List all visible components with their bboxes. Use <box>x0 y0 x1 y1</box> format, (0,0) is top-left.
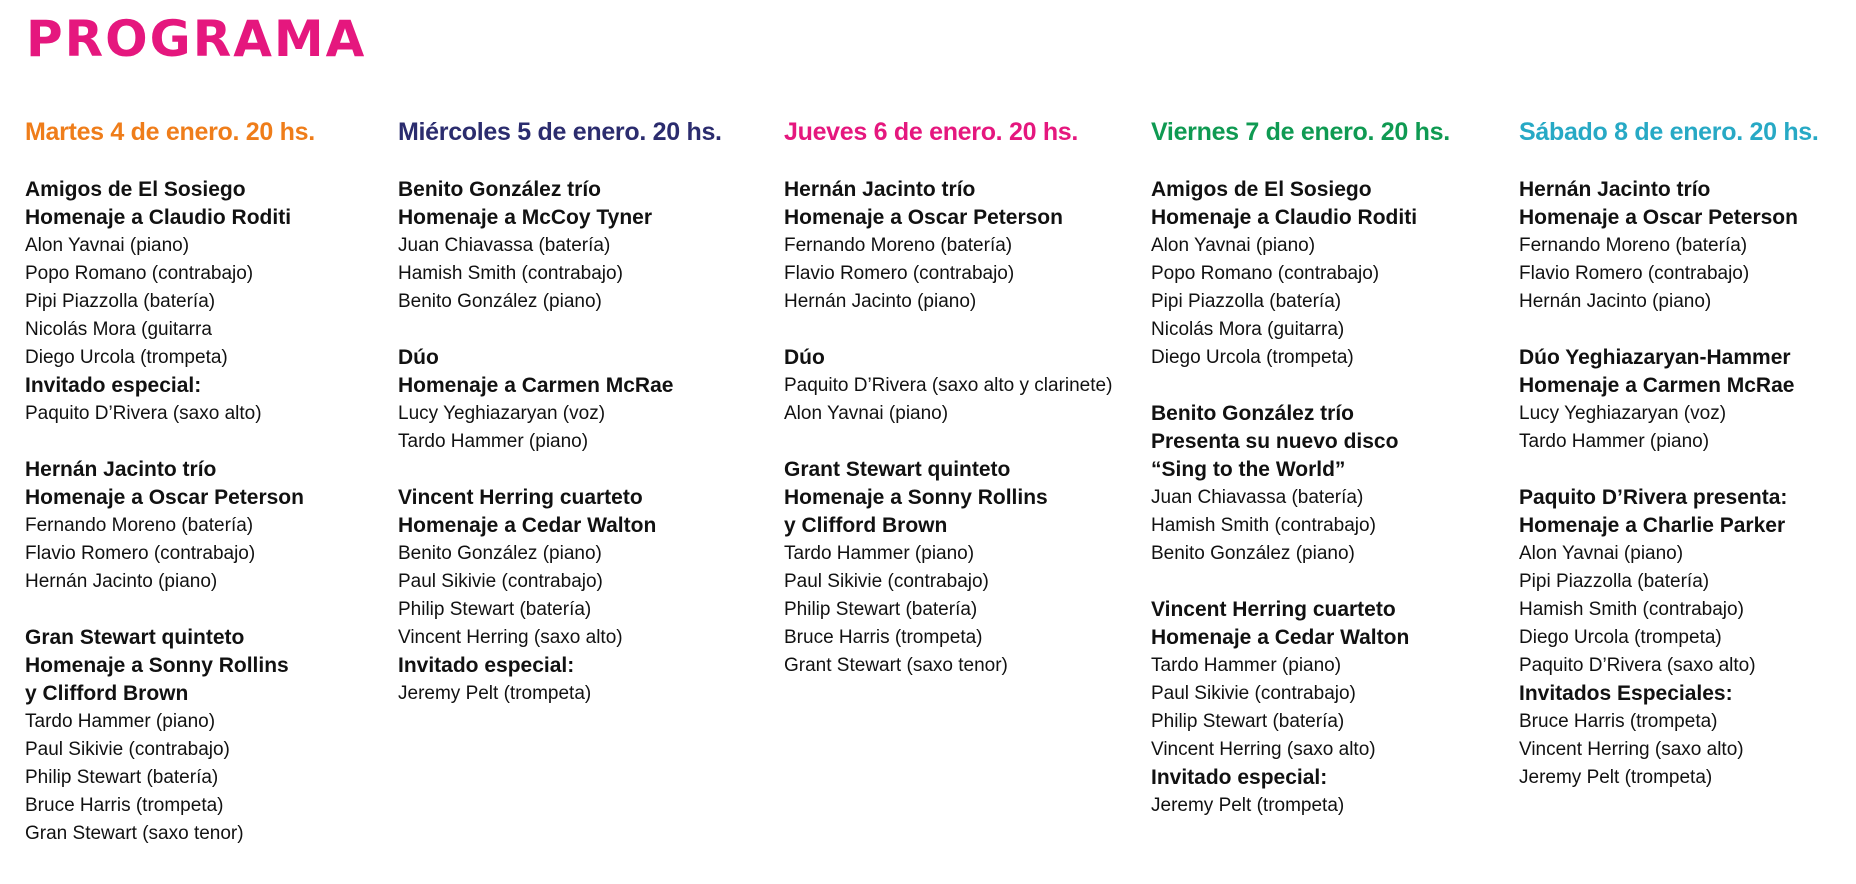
concert-title-line: Homenaje a Claudio Roditi <box>25 206 292 229</box>
performer-line: Paul Sikivie (contrabajo) <box>398 571 603 592</box>
performer-line: Pipi Piazzolla (batería) <box>25 291 216 312</box>
day-column-tuesday <box>25 118 315 876</box>
performer-line: Vincent Herring (saxo alto) <box>1519 739 1744 760</box>
concert-title-line: Presenta su nuevo disco <box>1151 430 1399 453</box>
concert-title-line: Homenaje a Sonny Rollins <box>784 486 1048 509</box>
day-heading: Miércoles 5 de enero. 20 hs. <box>398 118 722 146</box>
performer-line: Hamish Smith (contrabajo) <box>398 263 623 284</box>
concert-title-line: Benito González trío <box>1151 402 1355 425</box>
performer-line: Jeremy Pelt (trompeta) <box>1151 795 1345 816</box>
concert-title-line: Homenaje a Carmen McRae <box>1519 374 1795 397</box>
performer-line: Nicolás Mora (guitarra <box>25 319 212 340</box>
concert-title-line: Dúo <box>784 346 825 369</box>
performer-line: Benito González (piano) <box>398 543 602 564</box>
performer-line: Hernán Jacinto (piano) <box>784 291 977 312</box>
performer-line: Popo Romano (contrabajo) <box>25 263 254 284</box>
concert-title-line: Dúo <box>398 346 439 369</box>
day-column-thursday <box>784 118 1112 708</box>
concert-title-line: y Clifford Brown <box>784 514 948 537</box>
concert-title-line: Vincent Herring cuarteto <box>1151 598 1396 621</box>
day-program-list <box>784 176 1112 680</box>
performer-line: Popo Romano (contrabajo) <box>1151 263 1380 284</box>
performer-line: Flavio Romero (contrabajo) <box>1519 263 1750 284</box>
performer-line: Bruce Harris (trompeta) <box>25 795 224 816</box>
concert-title-line: Invitado especial: <box>398 654 575 677</box>
performer-line: Benito González (piano) <box>1151 543 1355 564</box>
performer-line: Diego Urcola (trompeta) <box>1151 347 1354 368</box>
concert-title-line: Homenaje a Carmen McRae <box>398 374 674 397</box>
concert-title-line: Invitado especial: <box>25 374 202 397</box>
concert-title-line: “Sing to the World” <box>1151 458 1346 481</box>
performer-line: Philip Stewart (batería) <box>25 767 219 788</box>
performer-line: Fernando Moreno (batería) <box>1519 235 1748 256</box>
concert-title-line: Homenaje a Cedar Walton <box>398 514 657 537</box>
performer-line: Paquito D’Rivera (saxo alto) <box>1519 655 1756 676</box>
day-program-list <box>398 176 722 708</box>
performer-line: Alon Yavnai (piano) <box>1519 543 1684 564</box>
concert-block <box>784 344 1112 428</box>
performer-line: Pipi Piazzolla (batería) <box>1151 291 1342 312</box>
concert-title-line: Hernán Jacinto trío <box>25 458 217 481</box>
performer-line: Flavio Romero (contrabajo) <box>25 543 256 564</box>
concert-block <box>1519 176 1819 316</box>
concert-block <box>784 456 1112 680</box>
day-program-list <box>1151 176 1450 820</box>
performer-line: Nicolás Mora (guitarra) <box>1151 319 1345 340</box>
concert-block <box>1151 400 1450 568</box>
performer-line: Paquito D’Rivera (saxo alto y clarinete) <box>784 375 1113 396</box>
performer-line: Gran Stewart (saxo tenor) <box>25 823 244 844</box>
day-heading: Jueves 6 de enero. 20 hs. <box>784 118 1079 146</box>
performer-line: Vincent Herring (saxo alto) <box>398 627 623 648</box>
performer-line: Diego Urcola (trompeta) <box>25 347 228 368</box>
performer-line: Fernando Moreno (batería) <box>25 515 254 536</box>
concert-title-line: Invitado especial: <box>1151 766 1328 789</box>
concert-block <box>1151 596 1450 820</box>
performer-line: Bruce Harris (trompeta) <box>784 627 983 648</box>
performer-line: Paul Sikivie (contrabajo) <box>25 739 230 760</box>
concert-title-line: Homenaje a Sonny Rollins <box>25 654 289 677</box>
performer-line: Benito González (piano) <box>398 291 602 312</box>
concert-title-line: y Clifford Brown <box>25 682 189 705</box>
performer-line: Bruce Harris (trompeta) <box>1519 711 1718 732</box>
concert-block <box>1519 484 1819 792</box>
concert-block <box>1151 176 1450 372</box>
day-heading: Sábado 8 de enero. 20 hs. <box>1519 118 1819 146</box>
concert-title-line: Gran Stewart quinteto <box>25 626 245 649</box>
performer-line: Jeremy Pelt (trompeta) <box>398 683 592 704</box>
concert-title-line: Vincent Herring cuarteto <box>398 486 643 509</box>
concert-block <box>25 456 315 596</box>
concert-title-line: Homenaje a Oscar Peterson <box>784 206 1063 229</box>
concert-title-line: Dúo Yeghiazaryan-Hammer <box>1519 346 1791 369</box>
concert-title-line: Homenaje a Claudio Roditi <box>1151 206 1418 229</box>
concert-title-line: Benito González trío <box>398 178 602 201</box>
concert-title-line: Amigos de El Sosiego <box>1151 178 1372 201</box>
concert-title-line: Hernán Jacinto trío <box>1519 178 1711 201</box>
concert-title-line: Paquito D’Rivera presenta: <box>1519 486 1788 509</box>
day-column-friday <box>1151 118 1450 848</box>
performer-line: Hamish Smith (contrabajo) <box>1519 599 1744 620</box>
performer-line: Lucy Yeghiazaryan (voz) <box>398 403 606 424</box>
day-program-list <box>1519 176 1819 792</box>
concert-block <box>1519 344 1819 456</box>
performer-line: Lucy Yeghiazaryan (voz) <box>1519 403 1727 424</box>
performer-line: Hernán Jacinto (piano) <box>1519 291 1712 312</box>
concert-title-line: Homenaje a Oscar Peterson <box>25 486 304 509</box>
concert-block <box>25 624 315 848</box>
performer-line: Fernando Moreno (batería) <box>784 235 1013 256</box>
performer-line: Tardo Hammer (piano) <box>25 711 216 732</box>
performer-line: Tardo Hammer (piano) <box>784 543 975 564</box>
performer-line: Tardo Hammer (piano) <box>1519 431 1710 452</box>
performer-line: Juan Chiavassa (batería) <box>398 235 611 256</box>
performer-line: Philip Stewart (batería) <box>398 599 592 620</box>
performer-line: Diego Urcola (trompeta) <box>1519 627 1722 648</box>
performer-line: Juan Chiavassa (batería) <box>1151 487 1364 508</box>
performer-line: Flavio Romero (contrabajo) <box>784 263 1015 284</box>
performer-line: Grant Stewart (saxo tenor) <box>784 655 1008 676</box>
concert-title-line: Homenaje a Oscar Peterson <box>1519 206 1798 229</box>
performer-line: Tardo Hammer (piano) <box>1151 655 1342 676</box>
performer-line: Alon Yavnai (piano) <box>25 235 190 256</box>
performer-line: Hernán Jacinto (piano) <box>25 571 218 592</box>
performer-line: Paul Sikivie (contrabajo) <box>784 571 989 592</box>
performer-line: Alon Yavnai (piano) <box>1151 235 1316 256</box>
concert-title-line: Hernán Jacinto trío <box>784 178 976 201</box>
performer-line: Paquito D’Rivera (saxo alto) <box>25 403 262 424</box>
day-heading: Martes 4 de enero. 20 hs. <box>25 118 315 146</box>
performer-line: Jeremy Pelt (trompeta) <box>1519 767 1713 788</box>
concert-title-line: Homenaje a Cedar Walton <box>1151 626 1410 649</box>
performer-line: Hamish Smith (contrabajo) <box>1151 515 1376 536</box>
concert-block <box>398 344 722 456</box>
concert-title-line: Homenaje a McCoy Tyner <box>398 206 653 229</box>
concert-block <box>25 176 315 428</box>
day-program-list <box>25 176 315 848</box>
concert-block <box>784 176 1112 316</box>
concert-title-line: Homenaje a Charlie Parker <box>1519 514 1786 537</box>
concert-title-line: Grant Stewart quinteto <box>784 458 1011 481</box>
performer-line: Philip Stewart (batería) <box>784 599 978 620</box>
performer-line: Alon Yavnai (piano) <box>784 403 949 424</box>
concert-block <box>398 484 722 708</box>
day-heading: Viernes 7 de enero. 20 hs. <box>1151 118 1450 146</box>
performer-line: Philip Stewart (batería) <box>1151 711 1345 732</box>
concert-title-line: Amigos de El Sosiego <box>25 178 246 201</box>
performer-line: Tardo Hammer (piano) <box>398 431 589 452</box>
performer-line: Vincent Herring (saxo alto) <box>1151 739 1376 760</box>
page-title: PROGRAMA <box>26 10 367 68</box>
performer-line: Paul Sikivie (contrabajo) <box>1151 683 1356 704</box>
day-column-wednesday <box>398 118 722 736</box>
day-column-saturday <box>1519 118 1819 820</box>
concert-block <box>398 176 722 316</box>
performer-line: Pipi Piazzolla (batería) <box>1519 571 1710 592</box>
concert-title-line: Invitados Especiales: <box>1519 682 1733 705</box>
